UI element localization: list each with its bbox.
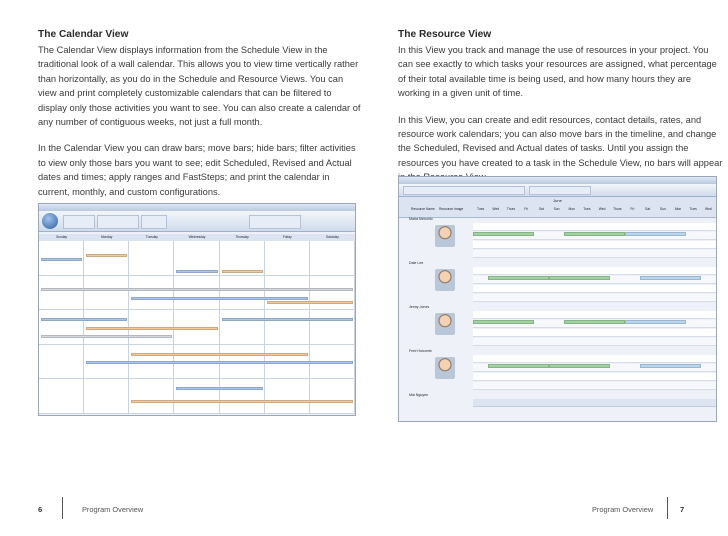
- calendar-day-cell: [129, 276, 174, 311]
- day-label: Thurs: [613, 207, 622, 211]
- calendar-day-cell: [39, 345, 84, 380]
- calendar-view-screenshot: [38, 203, 356, 416]
- resource-name: Fred Holcomb: [409, 349, 432, 353]
- day-label: Mon: [674, 207, 682, 211]
- resource-assignment-bar: [549, 276, 610, 280]
- day-label: Sun: [553, 207, 560, 211]
- calendar-activity-bar: [176, 270, 217, 273]
- resource-usage-row: [473, 241, 716, 249]
- calendar-day-cell: [220, 379, 265, 414]
- calendar-day-cell: [265, 276, 310, 311]
- calendar-day-cell: [220, 276, 265, 311]
- day-label: Wed: [492, 207, 500, 211]
- weekday-label: Friday: [282, 235, 292, 239]
- day-label: Thurs: [506, 207, 516, 211]
- calendar-activity-bar: [222, 318, 353, 321]
- resource-view-section: [398, 28, 723, 197]
- calendar-activity-bar: [131, 400, 353, 403]
- calendar-activity-bar: [41, 258, 82, 261]
- resource-usage-row: [473, 373, 716, 381]
- calendar-activity-bar: [86, 327, 217, 330]
- date-selector: [529, 186, 591, 195]
- resource-image-column: Resource Image: [439, 207, 464, 211]
- resource-usage-row: [473, 382, 716, 390]
- weekday-label: Tuesday: [145, 235, 158, 239]
- resource-photo: [435, 313, 455, 335]
- calendar-day-cell: [174, 379, 219, 414]
- left-page-number: 6: [38, 505, 43, 514]
- day-label: Fri: [524, 207, 529, 211]
- weekday-label: Sunday: [56, 235, 67, 239]
- calendar-day-cell: [84, 276, 129, 311]
- calendar-day-cell: [84, 241, 129, 276]
- ribbon-button: [97, 215, 139, 229]
- calendar-day-cell: [39, 276, 84, 311]
- resource-view-screenshot: [398, 176, 717, 422]
- resource-assignment-bar: [625, 232, 686, 236]
- resource-usage-row: [473, 329, 716, 337]
- resource-view-paragraph-1: In this View you track and manage the use of resources in your project. You can see exactly to which tasks your resources are assigned, what percentage of their total available time is being used, and how many hours they are working in a given unit of time.: [398, 45, 717, 99]
- resource-usage-row: [473, 338, 716, 346]
- day-label: Wed: [705, 207, 712, 211]
- resource-assignment-bar: [640, 276, 701, 280]
- calendar-day-cell: [39, 310, 84, 345]
- calendar-day-cell: [129, 241, 174, 276]
- calendar-activity-bar: [41, 335, 172, 338]
- resource-name: Mia Nguyen: [409, 393, 429, 397]
- resource-assignment-bar: [564, 320, 625, 324]
- day-label: Tues: [476, 207, 485, 211]
- weekday-label: Thursday: [235, 235, 249, 239]
- ribbon-button: [63, 215, 95, 229]
- calendar-day-cell: [310, 379, 355, 414]
- resource-usage-row: [473, 399, 716, 407]
- calendar-day-cell: [265, 310, 310, 345]
- resource-assignment-bar: [473, 232, 534, 236]
- ribbon-toolbar: [39, 211, 355, 232]
- right-footer-label: Program Overview: [592, 505, 654, 514]
- toolbar-strip: [403, 186, 525, 195]
- month-label: June: [553, 198, 562, 203]
- calendar-day-cell: [129, 379, 174, 414]
- resource-name: Jenny Jones: [409, 305, 430, 309]
- day-label: Tues: [583, 207, 591, 211]
- calendar-activity-bar: [41, 318, 127, 321]
- resource-photo: [435, 357, 455, 379]
- calendar-day-cell: [84, 379, 129, 414]
- calendar-activity-bar: [131, 297, 308, 300]
- menu-toolbar: [399, 184, 716, 197]
- calendar-activity-bar: [86, 361, 353, 364]
- calendar-activity-bar: [131, 353, 308, 356]
- window-title-bar: [399, 177, 716, 184]
- calendar-day-cell: [265, 379, 310, 414]
- day-label: Mon: [568, 207, 575, 211]
- resource-usage-row: [473, 311, 716, 319]
- calendar-view-paragraph-2: In the Calendar View you can draw bars; move bars; hide bars; filter activities to view only those bars you want to see; edit Scheduled, Revised and Actual dates and times; apply ranges and FastSteps; and print the calendar in current, monthly, and custom configurations.: [38, 143, 356, 197]
- calendar-activity-bar: [222, 270, 263, 273]
- resource-usage-row: [473, 285, 716, 293]
- resource-photo: [435, 225, 455, 247]
- calendar-day-cell: [310, 310, 355, 345]
- resource-assignment-bar: [473, 320, 534, 324]
- calendar-view-heading: The Calendar View: [38, 29, 129, 40]
- calendar-day-cell: [174, 276, 219, 311]
- day-label: Tues: [689, 207, 697, 211]
- weekday-label: Wednesday: [188, 235, 206, 239]
- day-label: Wed: [598, 207, 606, 211]
- resource-assignment-bar: [488, 364, 549, 368]
- resource-view-heading: The Resource View: [398, 29, 492, 40]
- resource-assignment-bar: [488, 276, 549, 280]
- calendar-activity-bar: [176, 387, 262, 390]
- calendar-activity-bar: [86, 254, 127, 257]
- footer-divider-left: [62, 497, 63, 519]
- app-orb-icon: [42, 213, 58, 229]
- resource-usage-row: [473, 267, 716, 275]
- ribbon-button: [249, 215, 301, 229]
- resource-photo: [435, 269, 455, 291]
- resource-name-column: Resource Name: [411, 207, 435, 211]
- window-title-bar: [39, 204, 355, 211]
- resource-name: Dale Lee: [409, 261, 424, 265]
- day-header: [399, 205, 716, 218]
- weekday-label: Monday: [101, 235, 113, 239]
- calendar-day-cell: [265, 241, 310, 276]
- resource-name: Maria Mercello: [409, 217, 433, 221]
- resource-usage-row: [473, 355, 716, 363]
- weekday-label: Saturday: [326, 235, 339, 239]
- footer-divider-right: [667, 497, 668, 519]
- calendar-day-cell: [220, 310, 265, 345]
- day-label: Sun: [659, 207, 666, 211]
- day-label: Fri: [630, 207, 635, 211]
- calendar-day-cell: [310, 276, 355, 311]
- calendar-day-cell: [310, 241, 355, 276]
- resource-usage-row: [473, 223, 716, 231]
- calendar-view-section: [38, 28, 363, 211]
- resource-assignment-bar: [640, 364, 701, 368]
- right-page-number: 7: [680, 505, 685, 514]
- resource-usage-row: [473, 250, 716, 258]
- ribbon-button: [141, 215, 167, 229]
- resource-assignment-bar: [625, 320, 686, 324]
- left-footer-label: Program Overview: [82, 505, 144, 514]
- resource-usage-row: [473, 294, 716, 302]
- calendar-day-cell: [39, 379, 84, 414]
- calendar-activity-bar: [267, 301, 353, 304]
- resource-assignment-bar: [549, 364, 610, 368]
- calendar-activity-bar: [41, 288, 353, 291]
- resource-assignment-bar: [564, 232, 625, 236]
- day-label: Sat: [538, 207, 544, 211]
- calendar-view-paragraph-1: The Calendar View displays information from the Schedule View in the traditional look of a wall calendar. This allows you to view time vertically rather than horizontally, as you do in the Schedule and Resource Views. You can view and print completely customizable calendars that can be filtered to display only those activities you want to see. You can also create a calendar of any number of contiguous weeks, not just a full month.: [38, 45, 361, 128]
- resource-view-paragraph-2: In this View, you can create and edit resources, contact details, rates, and resource work calendars; you can also move bars in the timeline, and change the Scheduled, Revised and Actual dates of tasks. Until you assign the resources you have created to a task in the Schedule View, no bars will appear: [398, 114, 723, 168]
- day-label: Sat: [645, 207, 651, 211]
